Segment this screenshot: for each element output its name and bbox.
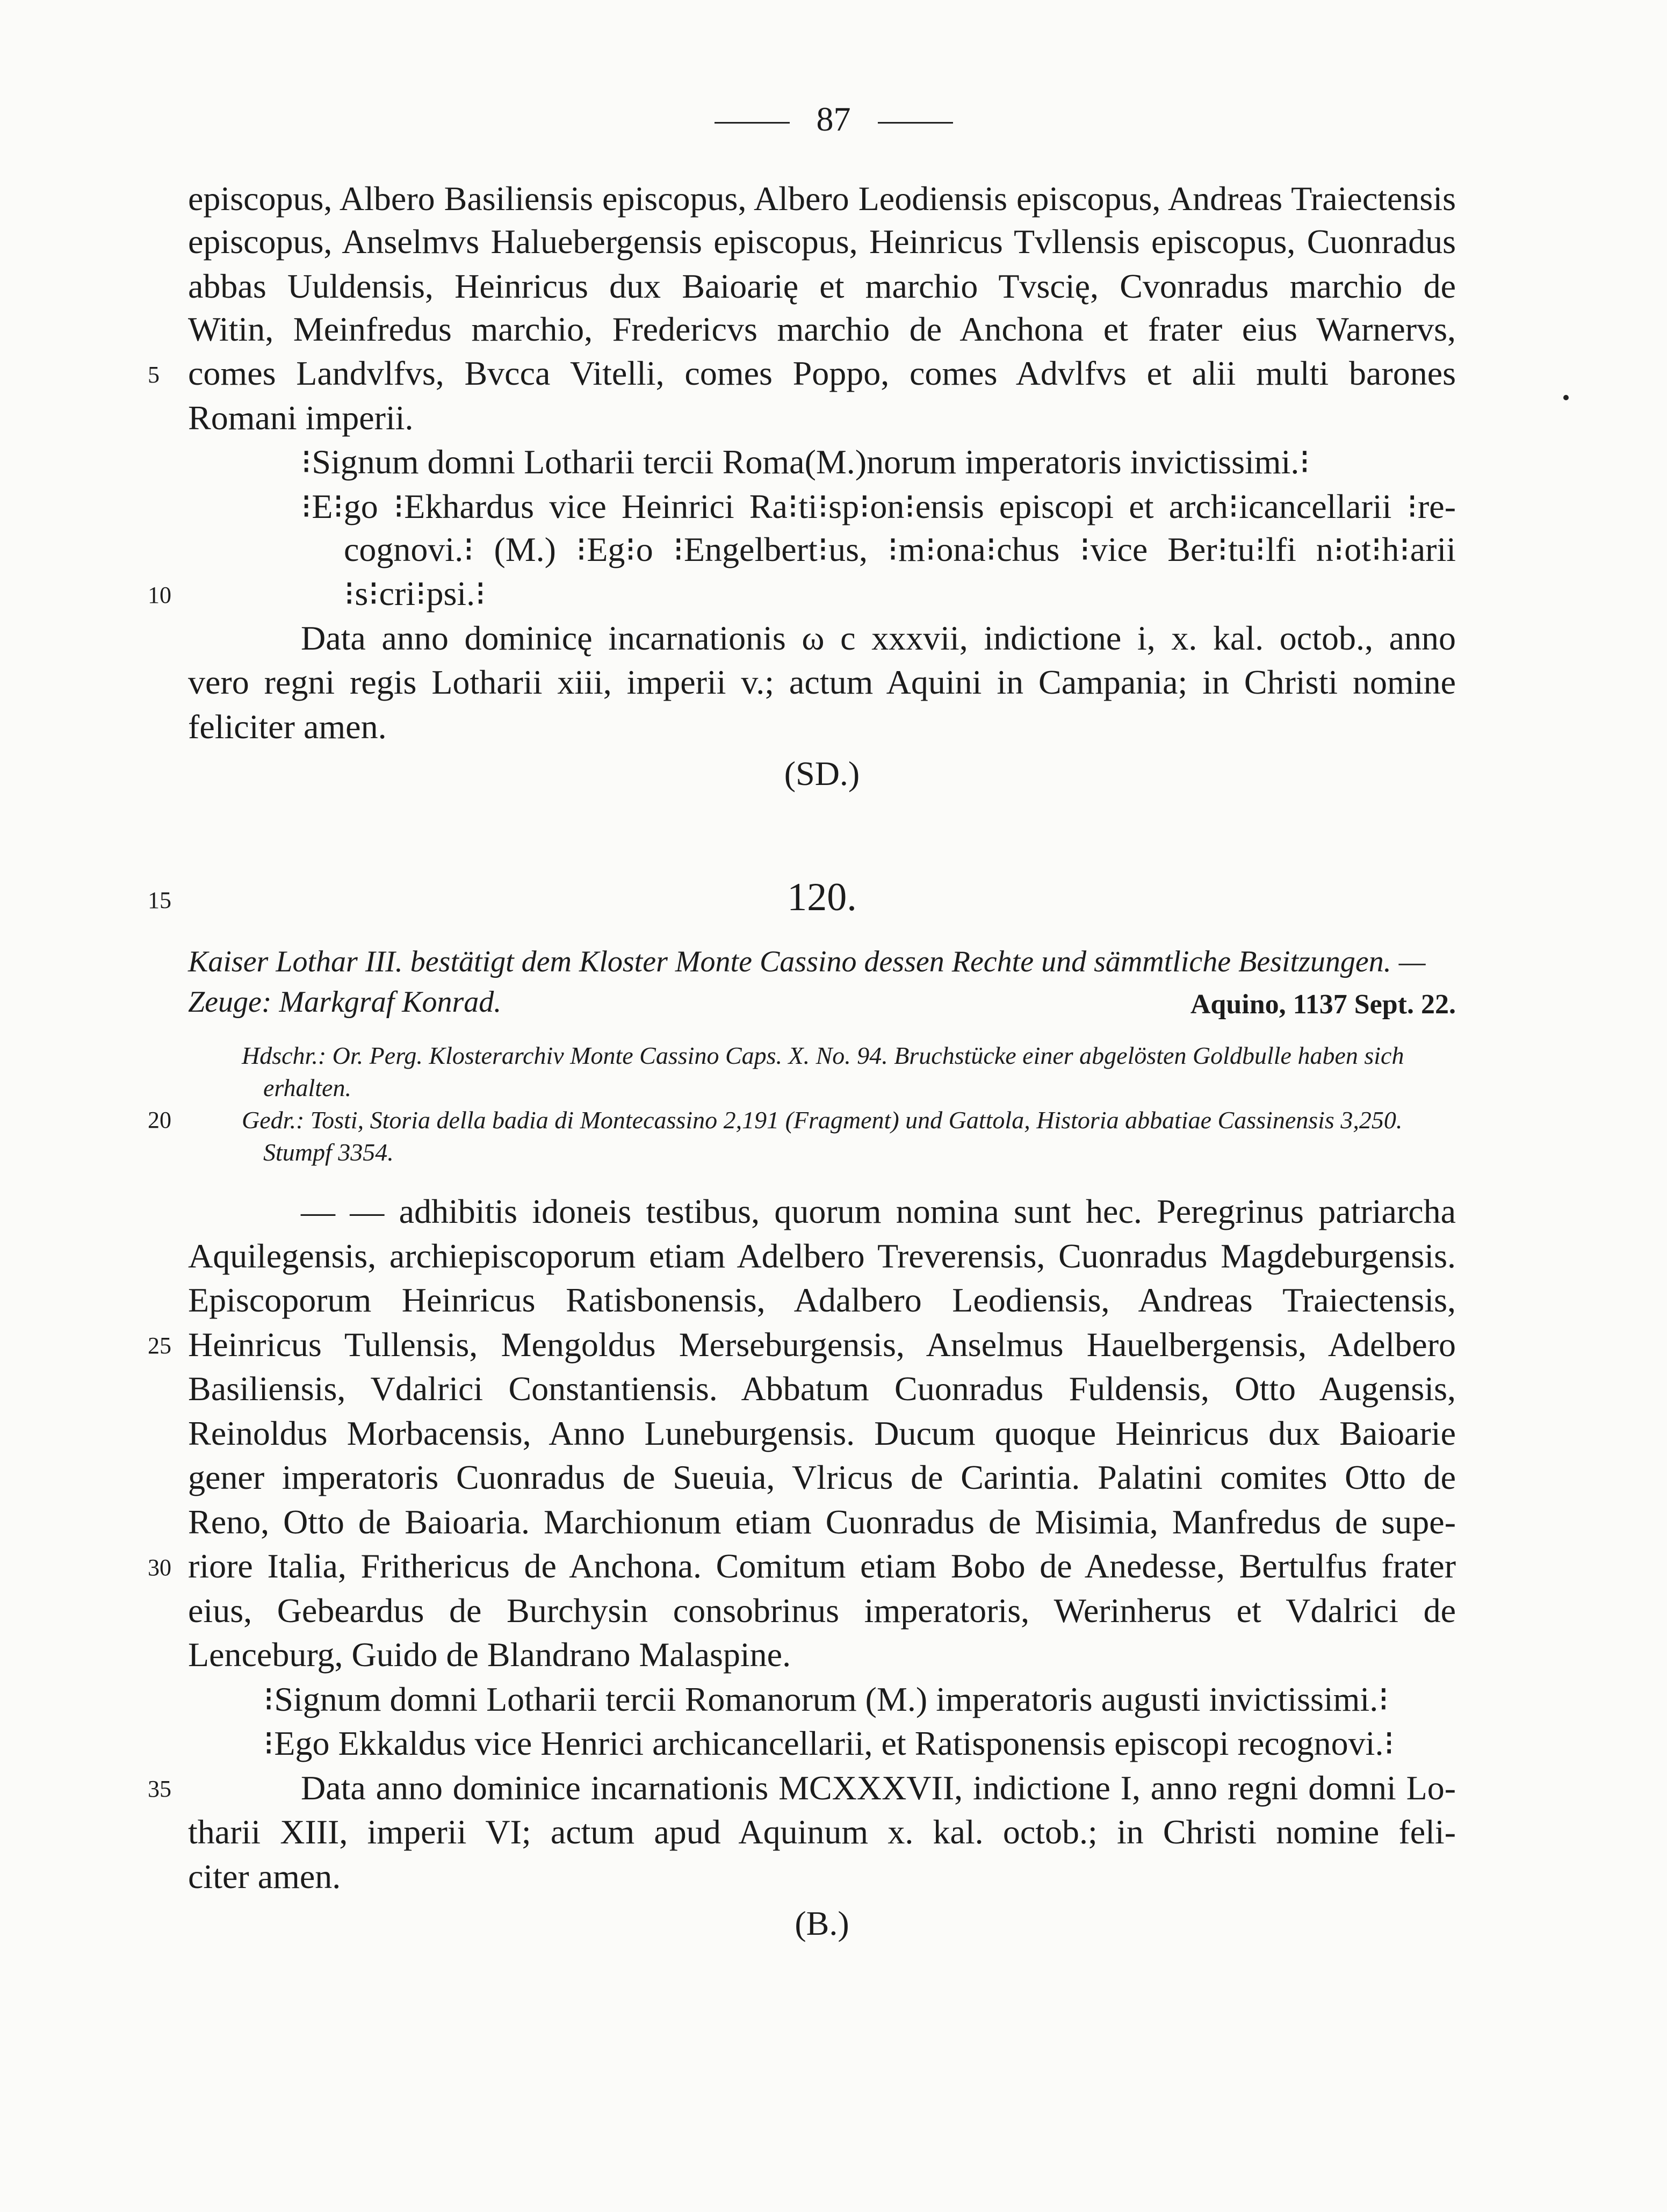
signum-line: ⁝Signum domni Lotharii tercii Roma(M.)norum imperatoris invictissimi.⁝ (301, 443, 1310, 481)
text-line: episcopus, Albero Basiliensis episcopus, Albero Leodiensis episcopus, Andreas Traiectensis (188, 179, 1456, 218)
line-number: 5 (148, 362, 160, 388)
body-line: Reinoldus Morbacensis, Anno Luneburgensis. Ducum quoque Heinricus dux Baioarie (188, 1414, 1456, 1452)
regest-line: Kaiser Lothar III. bestätigt dem Kloster Monte Cassino dessen Rechte und sämmtliche Besitzungen. — (188, 945, 1426, 978)
line-number: 25 (148, 1332, 171, 1359)
data-line: citer amen. (188, 1857, 341, 1896)
ego-line: ⁝Ego Ekkaldus vice Henrici archicancellarii, et Ratisponensis episcopi recognovi.⁝ (263, 1724, 1395, 1762)
body-line: Reno, Otto de Baioaria. Marchionum etiam Cuonradus de Misimia, Manfredus de supe- (188, 1503, 1456, 1541)
data-line: feliciter amen. (188, 708, 387, 746)
text-line: Romani imperii. (188, 399, 414, 437)
body-line: — — adhibitis idoneis testibus, quorum nomina sunt hec. Peregrinus patriarcha (301, 1192, 1456, 1230)
seal-note: (B.) (795, 1904, 849, 1942)
regest-line: Zeuge: Markgraf Konrad. (188, 985, 502, 1019)
text-line: Witin, Meinfredus marchio, Fredericvs marchio de Anchona et frater eius Warnervs, (188, 310, 1456, 348)
header-dash-right (878, 122, 953, 124)
body-line: Lenceburg, Guido de Blandrano Malaspine. (188, 1635, 791, 1674)
signum-line: ⁝Signum domni Lotharii tercii Romanorum (M.) imperatoris augusti invictissimi.⁝ (263, 1680, 1389, 1718)
page-header (0, 99, 1667, 139)
line-number: 35 (148, 1776, 171, 1802)
data-line: tharii XIII, imperii VI; actum apud Aquinum x. kal. octob.; in Christi nomine feli- (188, 1813, 1456, 1851)
text-line: comes Landvlfvs, Bvcca Vitelli, comes Poppo, comes Advlfvs et alii multi barones (188, 354, 1456, 392)
line-number: 15 (148, 887, 171, 913)
line-number: 20 (148, 1107, 171, 1133)
body-line: Episcoporum Heinricus Ratisbonensis, Adalbero Leodiensis, Andreas Traiectensis, (188, 1281, 1456, 1319)
data-line: Data anno dominicę incarnationis ω c xxxvii, indictione i, x. kal. octob., anno (301, 619, 1456, 657)
body-line: riore Italia, Frithericus de Anchona. Comitum etiam Bobo de Anedesse, Bertulfus frater (188, 1547, 1456, 1585)
page-number: 87 (816, 100, 851, 138)
text-line: episcopus, Anselmvs Haluebergensis episcopus, Heinricus Tvllensis episcopus, Cuonradus (188, 222, 1456, 261)
manuscript-note: erhalten. (263, 1074, 351, 1101)
document-number: 120. (787, 875, 857, 919)
header-dash-left (715, 122, 790, 124)
body-line: Aquilegensis, archiepiscoporum etiam Adelbero Treverensis, Cuonradus Magdeburgensis. (188, 1237, 1456, 1275)
seal-note: (SD.) (784, 754, 860, 792)
manuscript-note: Hdschr.: Or. Perg. Klosterarchiv Monte Cassino Caps. X. No. 94. Bruchstücke einer abgelösten Goldbulle haben sich (242, 1042, 1404, 1069)
ego-line: ⁝s⁝cri⁝psi.⁝ (344, 574, 486, 613)
ink-speck (1563, 395, 1569, 400)
body-line: gener imperatoris Cuonradus de Sueuia, Vlricus de Carintia. Palatini comites Otto de (188, 1458, 1456, 1496)
ego-line: cognovi.⁝ (M.) ⁝Eg⁝o ⁝Engelbert⁝us, ⁝m⁝ona⁝chus ⁝vice Ber⁝tu⁝lfi n⁝ot⁝h⁝arii (344, 530, 1456, 568)
print-note: Gedr.: Tosti, Storia della badia di Montecassino 2,191 (Fragment) und Gattola, Historia abbatiae Cassinensis 3,250. (242, 1106, 1403, 1134)
text-line: abbas Uuldensis, Heinricus dux Baioarię et marchio Tvscię, Cvonradus marchio de (188, 267, 1456, 305)
body-line: Heinricus Tullensis, Mengoldus Merseburgensis, Anselmus Hauelbergensis, Adelbero (188, 1325, 1456, 1364)
data-line: vero regni regis Lotharii xiii, imperii v.; actum Aquini in Campania; in Christi nomine (188, 663, 1456, 701)
place-date: Aquino, 1137 Sept. 22. (1190, 989, 1456, 1020)
body-line: eius, Gebeardus de Burchysin consobrinus imperatoris, Werinherus et Vdalrici de (188, 1591, 1456, 1630)
ego-line: ⁝E⁝go ⁝Ekhardus vice Heinrici Ra⁝ti⁝sp⁝on⁝ensis episcopi et arch⁝icancellarii ⁝re- (301, 487, 1456, 525)
print-note: Stumpf 3354. (263, 1139, 394, 1166)
data-line: Data anno dominice incarnationis MCXXXVII, indictione I, anno regni domni Lo- (301, 1769, 1456, 1807)
body-line: Basiliensis, Vdalrici Constantiensis. Abbatum Cuonradus Fuldensis, Otto Augensis, (188, 1370, 1456, 1408)
line-number: 30 (148, 1554, 171, 1581)
line-number: 10 (148, 582, 171, 608)
